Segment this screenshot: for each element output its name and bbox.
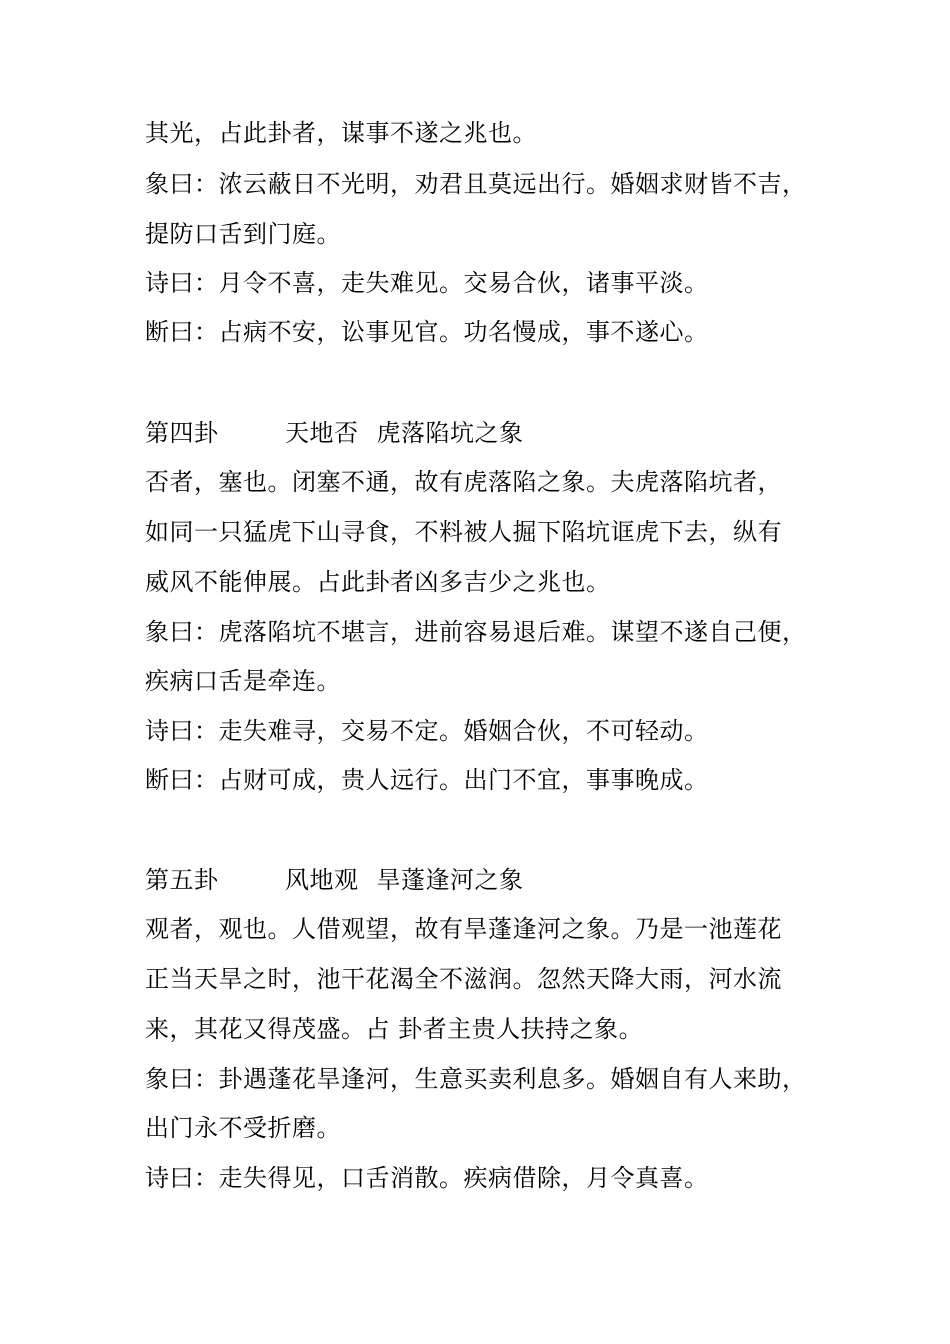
- text-line: 诗曰：走失难寻，交易不定。婚姻合伙，不可轻动。: [145, 717, 709, 745]
- text-line: 诗曰：走失得见，口舌消散。疾病借除，月令真喜。: [145, 1164, 709, 1192]
- text-line: 诗曰：月令不喜，走失难见。交易合伙，诸事平淡。: [145, 269, 709, 297]
- section-name: 风地观: [285, 866, 359, 894]
- text-line: 威风不能伸展。占此卦者凶多吉少之兆也。: [145, 568, 611, 596]
- section-name: 天地否: [285, 419, 359, 447]
- text-line: 出门永不受折磨。: [145, 1114, 341, 1142]
- text-line: 正当天旱之时，池干花渴全不滋润。忽然天降大雨，河水流: [145, 965, 782, 993]
- text-line: 断曰：占病不安，讼事见官。功名慢成，事不遂心。: [145, 318, 709, 346]
- text-line: 观者，观也。人借观望，故有旱蓬逢河之象。乃是一池莲花: [145, 915, 782, 943]
- text-line: 其光，占此卦者，谋事不遂之兆也。: [145, 119, 537, 147]
- text-line: 提防口舌到门庭。: [145, 220, 341, 248]
- text-line: 象曰：浓云蔽日不光明，劝君且莫远出行。婚姻求财皆不吉，: [145, 170, 807, 198]
- text-line: 象曰：虎落陷坑不堪言，进前容易退后难。谋望不遂自己便，: [145, 618, 807, 646]
- text-line: 象曰：卦遇蓬花旱逢河，生意买卖利息多。婚姻自有人来助，: [145, 1065, 807, 1093]
- text-line: 来，其花又得茂盛。占 卦者主贵人扶持之象。: [145, 1015, 644, 1043]
- section-number: 第五卦: [145, 866, 219, 894]
- section-heading: [145, 865, 524, 895]
- text-line: 断曰：占财可成，贵人远行。出门不宜，事事晚成。: [145, 766, 709, 794]
- text-line: 否者，塞也。闭塞不通，故有虎落陷之象。夫虎落陷坑者，: [145, 468, 782, 496]
- section-number: 第四卦: [145, 419, 219, 447]
- text-line: 疾病口舌是牵连。: [145, 667, 341, 695]
- section-image: 旱蓬逢河之象: [376, 866, 524, 894]
- section-heading: [145, 418, 524, 448]
- section-image: 虎落陷坑之象: [376, 419, 524, 447]
- text-line: 如同一只猛虎下山寻食，不料被人掘下陷坑诓虎下去，纵有: [145, 518, 782, 546]
